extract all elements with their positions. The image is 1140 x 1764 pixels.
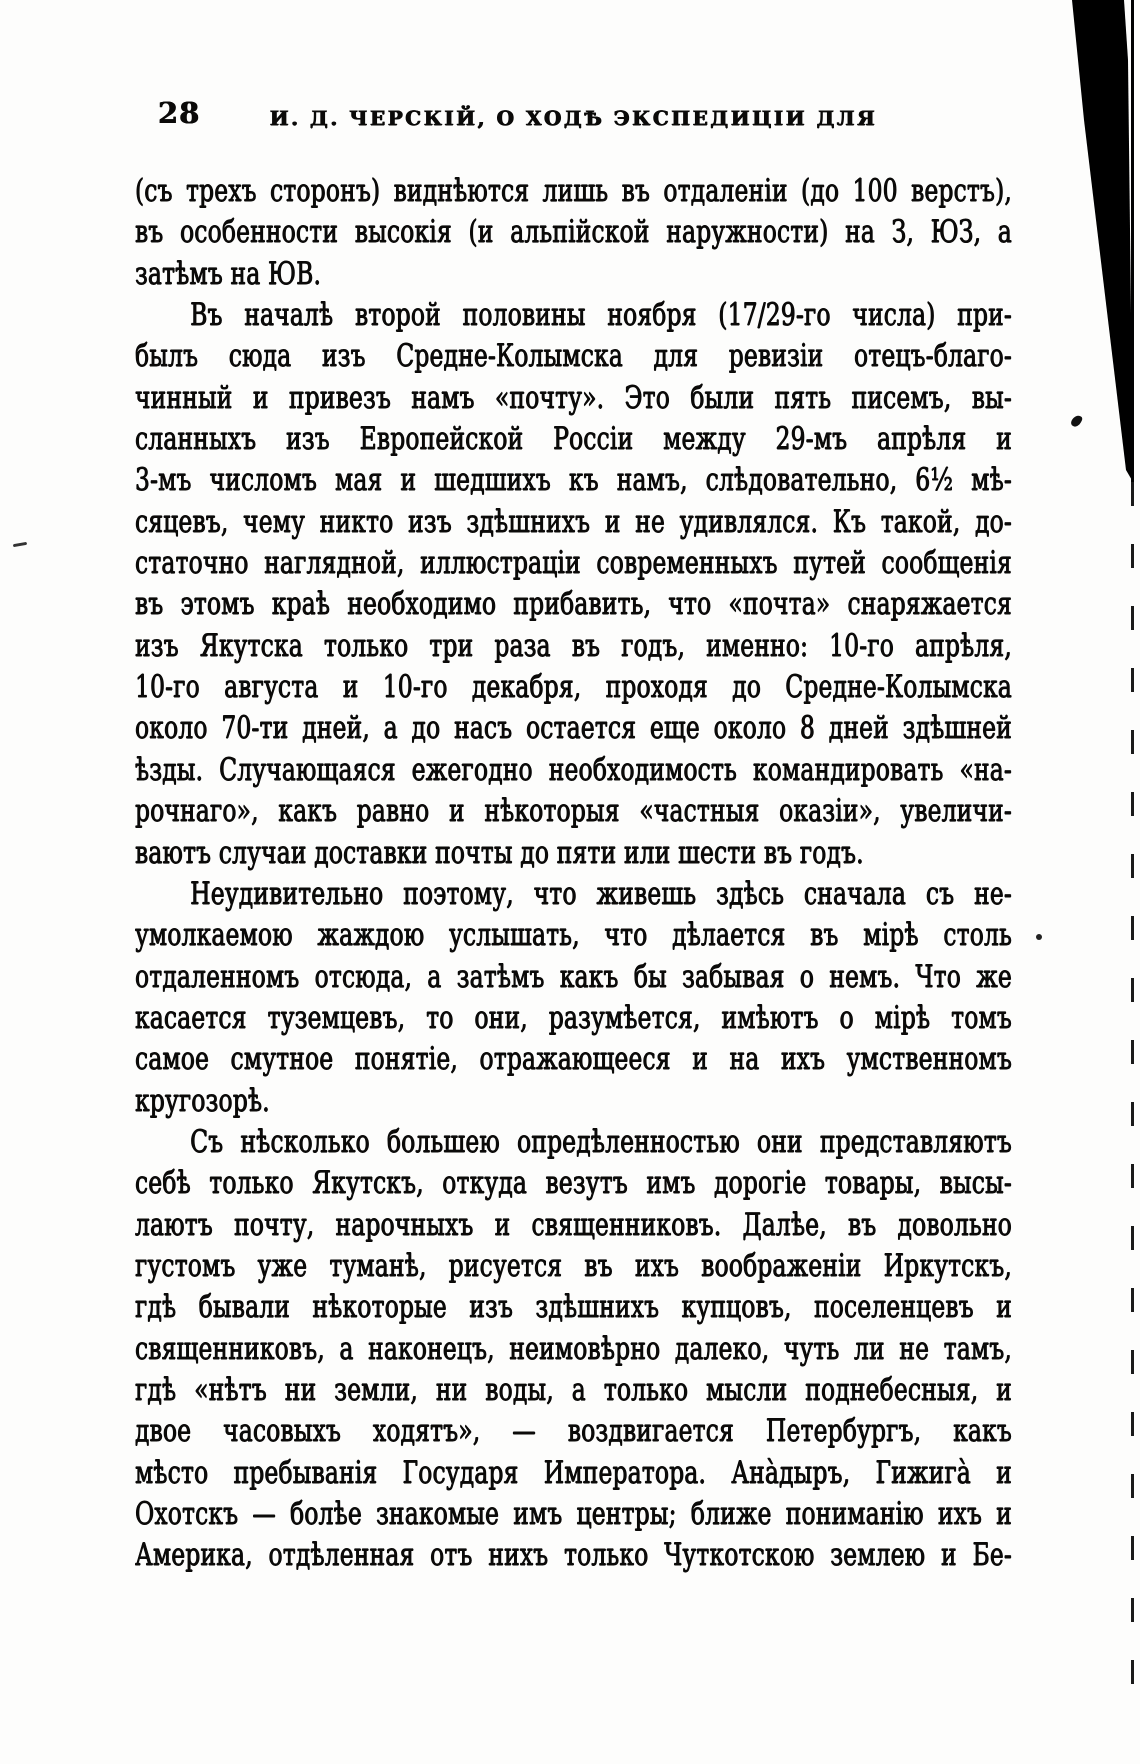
text-line: 10-го августа и 10-го декабря, проходя до Средне-Колымска [135, 669, 1012, 706]
text-line: статочно наглядной, иллюстраціи современныхъ путей сообщенія [135, 545, 1012, 582]
running-title: И. Д. ЧЕРСКІЙ, О ХОДѢ ЭКСПЕДИЦІИ ДЛЯ [269, 106, 878, 130]
text-line: (съ трехъ сторонъ) виднѣются лишь въ отдаленіи (до 100 верстъ), [135, 173, 1012, 209]
scan-speck [13, 542, 27, 547]
text-line: отдаленномъ отсюда, а затѣмъ какъ бы забывая о немъ. Что же [135, 958, 1012, 995]
scan-speck [1036, 934, 1042, 940]
text-line: Америка, отдѣленная отъ нихъ только Чуткотскою землею и Бе- [135, 1537, 1012, 1574]
text-line: кругозорѣ. [135, 1082, 270, 1119]
text-line: сланныхъ изъ Европейской Россіи между 29-мъ апрѣля и [135, 421, 1012, 458]
text-line: мѣсто пребыванія Государя Императора. Ана̀дыръ, Гижига̀ и [135, 1454, 1012, 1491]
text-line: въ особенности высокія (и альпійской наружности) на З, ЮЗ, а [135, 214, 1012, 251]
text-line: изъ Якутска только три раза въ годъ, именно: 10-го апрѣля, [135, 627, 1012, 664]
text-line: священниковъ, а наконецъ, неимовѣрно далеко, чуть ли не тамъ, [135, 1330, 1012, 1367]
scan-page-edge-dashes [1131, 482, 1134, 1702]
text-line: густомъ уже туманѣ, рисуется въ ихъ воображеніи Иркутскъ, [135, 1247, 1012, 1284]
text-line: себѣ только Якутскъ, откуда везутъ имъ дорогіе товары, высы- [135, 1165, 1012, 1202]
scan-speck [1070, 414, 1084, 429]
text-line: сяцевъ, чему никто изъ здѣшнихъ и не удивлялся. Къ такой, до- [135, 503, 1012, 540]
text-line: затѣмъ на ЮВ. [135, 255, 322, 292]
text-line: самое смутное понятіе, отражающееся и на ихъ умственномъ [135, 1041, 1012, 1078]
scan-edge-shadow-wedge [1064, 0, 1140, 482]
text-line: чинный и привезъ намъ «почту». Это были пять писемъ, вы- [135, 379, 1012, 416]
text-line: ѣзды. Случающаяся ежегодно необходимость командировать «на- [135, 751, 1012, 788]
text-line: Охотскъ — болѣе знакомые имъ центры; ближе пониманію ихъ и [135, 1496, 1012, 1532]
text-line: 3-мъ числомъ мая и шедшихъ къ намъ, слѣдовательно, 6½ мѣ- [135, 462, 1012, 499]
text-line: Въ началѣ второй половины ноября (17/29-го числа) при- [190, 297, 1012, 334]
text-line: Съ нѣсколько большею опредѣленностью они представляютъ [190, 1123, 1012, 1160]
text-line: касается туземцевъ, то они, разумѣется, имѣютъ о мірѣ томъ [135, 999, 1012, 1036]
text-line: двое часовыхъ ходятъ», — воздвигается Петербургъ, какъ [135, 1413, 1012, 1450]
text-line: былъ сюда изъ Средне-Колымска для ревизіи отецъ-благо- [135, 338, 1012, 375]
text-line: гдѣ «нѣтъ ни земли, ни воды, а только мысли поднебесныя, и [135, 1371, 1012, 1408]
text-line: Неудивительно поэтому, что живешь здѣсь сначала съ не- [190, 875, 1012, 912]
text-line: въ этомъ краѣ необходимо прибавить, что «почта» снаряжается [135, 586, 1012, 623]
scan-page-edge-line [1131, 0, 1134, 482]
text-block [135, 171, 1012, 1577]
page-number: 28 [158, 96, 201, 130]
text-line: около 70-ти дней, а до насъ остается еще около 8 дней здѣшней [135, 710, 1012, 747]
text-line: рочнаго», какъ равно и нѣкоторыя «частныя оказіи», увеличи- [135, 793, 1012, 830]
text-line: лаютъ почту, нарочныхъ и священниковъ. Далѣе, въ довольно [135, 1206, 1012, 1243]
text-line: умолкаемою жаждою услышать, что дѣлается въ мірѣ столь [135, 917, 1012, 954]
text-line: ваютъ случаи доставки почты до пяти или шести въ годъ. [135, 834, 864, 871]
text-line: гдѣ бывали нѣкоторые изъ здѣшнихъ купцовъ, поселенцевъ и [135, 1289, 1012, 1326]
